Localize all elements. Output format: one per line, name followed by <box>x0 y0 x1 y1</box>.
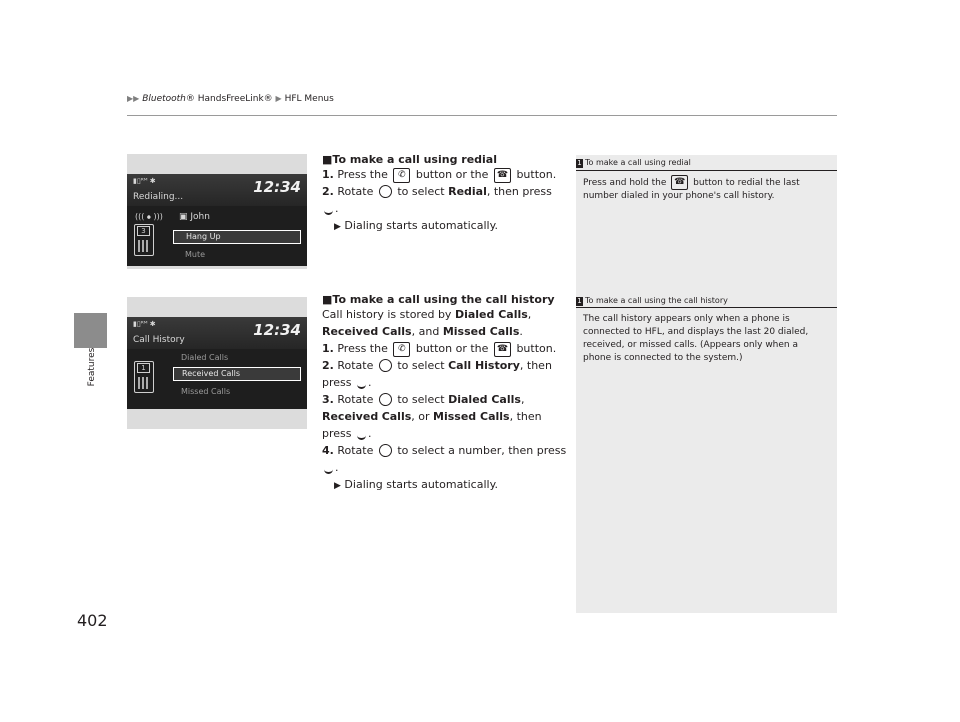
push-knob-icon <box>324 463 333 474</box>
screen-history-image <box>127 297 307 429</box>
section-square-icon: ■ <box>322 293 333 306</box>
pickup-button-icon: ☎ <box>494 168 511 183</box>
breadcrumb-hfl: ® HandsFreeLink® <box>185 94 273 104</box>
note-history-title: 1 To make a call using the call history <box>577 296 728 305</box>
clock: 12:34 <box>253 321 301 339</box>
menu-item: Dialed Calls <box>181 353 229 362</box>
note-divider <box>576 307 837 308</box>
menu-item: Missed Calls <box>181 387 231 396</box>
selector-knob-icon <box>379 444 392 457</box>
ring-icon: ((( ⦁ ))) <box>135 212 163 221</box>
page-number: 402 <box>77 611 108 630</box>
signal-icon: ▮▯ᴿᴹ ✱ <box>133 320 156 328</box>
redial-result: ▶ Dialing starts automatically. <box>334 219 499 232</box>
history-intro: Call history is stored by Dialed Calls, Received Calls, and Missed Calls. <box>322 308 532 338</box>
redial-step2: 2. Rotate to select Redial, then press . <box>322 185 552 215</box>
note-divider <box>576 170 837 171</box>
selected-item: Received Calls <box>173 367 301 381</box>
header-rule <box>127 115 837 116</box>
breadcrumb-menus: HFL Menus <box>284 94 334 104</box>
status-label: Call History <box>133 335 185 345</box>
section-square-icon: ■ <box>322 153 333 166</box>
breadcrumb-arrow-icon: ▶▶ <box>127 94 140 103</box>
redial-section <box>322 153 567 236</box>
phone-button-icon: ✆ <box>393 342 410 357</box>
history-step2: 2. Rotate to select Call History, then press . <box>322 359 552 389</box>
breadcrumb-bluetooth: Bluetooth <box>142 94 186 104</box>
history-heading: ■To make a call using the call history <box>322 293 555 306</box>
notes-column <box>576 155 837 613</box>
phone-button-icon: ✆ <box>393 168 410 183</box>
clock: 12:34 <box>253 178 301 196</box>
pickup-button-icon: ☎ <box>494 342 511 357</box>
selector-knob-icon <box>379 359 392 372</box>
signal-icon: ▮▯ᴿᴹ ✱ <box>133 177 156 185</box>
selected-item: Hang Up <box>173 230 301 244</box>
result-arrow-icon: ▶ <box>334 481 341 491</box>
screen-redial-image <box>127 154 307 269</box>
status-label: Redialing... <box>133 192 184 202</box>
note-redial-title: 1 To make a call using redial <box>577 158 691 167</box>
note-history-body: The call history appears only when a phone is connected to HFL, and displays the last 20 dialed, received, or missed calls. (Appears only when a phone is connected to the system.) <box>583 314 809 363</box>
note-redial-body: Press and hold the ☎ button to redial the last number dialed in your phone's call history. <box>583 177 800 201</box>
history-step3: 3. Rotate to select Dialed Calls, Received Calls, or Missed Calls, then press . <box>322 393 542 440</box>
breadcrumb <box>127 94 334 104</box>
section-tab-label: Features <box>87 347 97 387</box>
breadcrumb-arrow-icon: ▶ <box>275 94 282 103</box>
redial-step1: 1. Press the ✆ button or the ☎ button. <box>322 168 557 181</box>
history-step4: 4. Rotate to select a number, then press . <box>322 444 567 474</box>
history-result: ▶ Dialing starts automatically. <box>334 478 499 491</box>
history-section <box>322 293 567 495</box>
menu-item: Mute <box>185 250 206 259</box>
redial-heading: ■To make a call using redial <box>322 153 498 166</box>
history-step1: 1. Press the ✆ button or the ☎ button. <box>322 342 557 355</box>
push-knob-icon <box>357 429 366 440</box>
push-knob-icon <box>357 378 366 389</box>
pickup-button-icon: ☎ <box>671 175 688 190</box>
selector-knob-icon <box>379 393 392 406</box>
phone-icon: 3 <box>134 224 154 256</box>
phone-icon: 1 <box>134 361 154 393</box>
contact-icon: ▣ <box>179 212 191 222</box>
contact-name: ▣ John <box>179 212 210 222</box>
selector-knob-icon <box>379 185 392 198</box>
push-knob-icon <box>324 204 333 215</box>
result-arrow-icon: ▶ <box>334 222 341 232</box>
